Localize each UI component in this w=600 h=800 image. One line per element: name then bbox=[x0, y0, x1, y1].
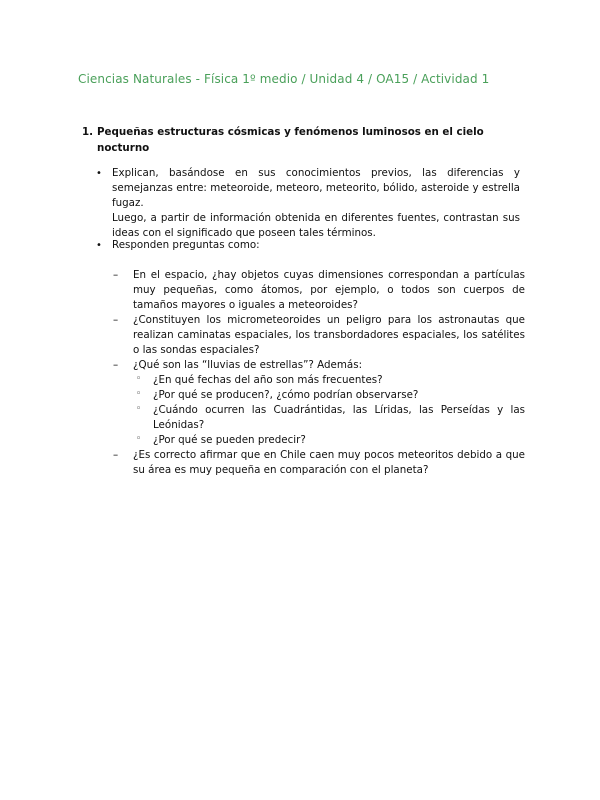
sub-question-text: ¿Por qué se producen?, ¿cómo podrían observarse? bbox=[153, 389, 419, 401]
question-text: En el espacio, ¿hay objetos cuyas dimensiones correspondan a partículas muy pequeñas, como átomos, por ejemplo, o todos son cuerpos de tamaños mayores o iguales a meteoroides? bbox=[133, 269, 525, 311]
question-text: ¿Es correcto afirmar que en Chile caen muy pocos meteoritos debido a que su área es muy pequeña en comparación con el planeta? bbox=[133, 449, 525, 476]
bullet-text-line: Responden preguntas como: bbox=[112, 239, 260, 251]
bullet-icon: • bbox=[96, 168, 102, 179]
dash-icon: – bbox=[113, 269, 119, 281]
sub-question-text: ¿En qué fechas del año son más frecuentes? bbox=[153, 374, 383, 386]
question-text: ¿Constituyen los micrometeoroides un peligro para los astronautas que realizan caminatas espaciales, los transbordadores espaciales, los satélites o las sondas espaciales? bbox=[133, 314, 525, 356]
section-title bbox=[82, 124, 502, 156]
section-number: 1. bbox=[82, 126, 94, 138]
circle-bullet-icon: ◦ bbox=[136, 434, 142, 444]
dash-icon: – bbox=[113, 449, 119, 461]
sub-question-text: ¿Por qué se pueden predecir? bbox=[153, 434, 306, 446]
question-item bbox=[113, 313, 525, 358]
question-item bbox=[113, 358, 525, 448]
question-list bbox=[113, 268, 525, 478]
circle-bullet-icon: ◦ bbox=[136, 374, 142, 384]
sub-question-item bbox=[133, 388, 525, 403]
sub-question-item bbox=[133, 403, 525, 433]
dash-icon: – bbox=[113, 359, 119, 371]
circle-bullet-icon: ◦ bbox=[136, 404, 142, 414]
bullet-item-definitions bbox=[96, 166, 520, 241]
dash-icon: – bbox=[113, 314, 119, 326]
section-title-text: Pequeñas estructuras cósmicas y fenómenos luminosos en el cielo nocturno bbox=[97, 126, 484, 154]
page-header: Ciencias Naturales - Física 1º medio / Unidad 4 / OA15 / Actividad 1 bbox=[78, 72, 490, 86]
bullet-item-questions bbox=[96, 238, 520, 253]
bullet-icon: • bbox=[96, 240, 102, 251]
question-text: ¿Qué son las “lluvias de estrellas”? Además: bbox=[133, 359, 363, 371]
circle-bullet-icon: ◦ bbox=[136, 389, 142, 399]
bullet-text-line: Luego, a partir de información obtenida en diferentes fuentes, contrastan sus ideas con el significado que poseen tales términos. bbox=[112, 212, 520, 239]
bullet-text-line: Explican, basándose en sus conocimientos previos, las diferencias y semejanzas entre: meteoroide, meteoro, meteorito, bólido, asteroide y estrella fugaz. bbox=[112, 167, 520, 209]
sub-question-item bbox=[133, 433, 525, 448]
question-item bbox=[113, 448, 525, 478]
question-item bbox=[113, 268, 525, 313]
sub-question-list bbox=[133, 373, 525, 448]
sub-question-text: ¿Cuándo ocurren las Cuadrántidas, las Líridas, las Perseídas y las Leónidas? bbox=[153, 404, 525, 431]
sub-question-item bbox=[133, 373, 525, 388]
